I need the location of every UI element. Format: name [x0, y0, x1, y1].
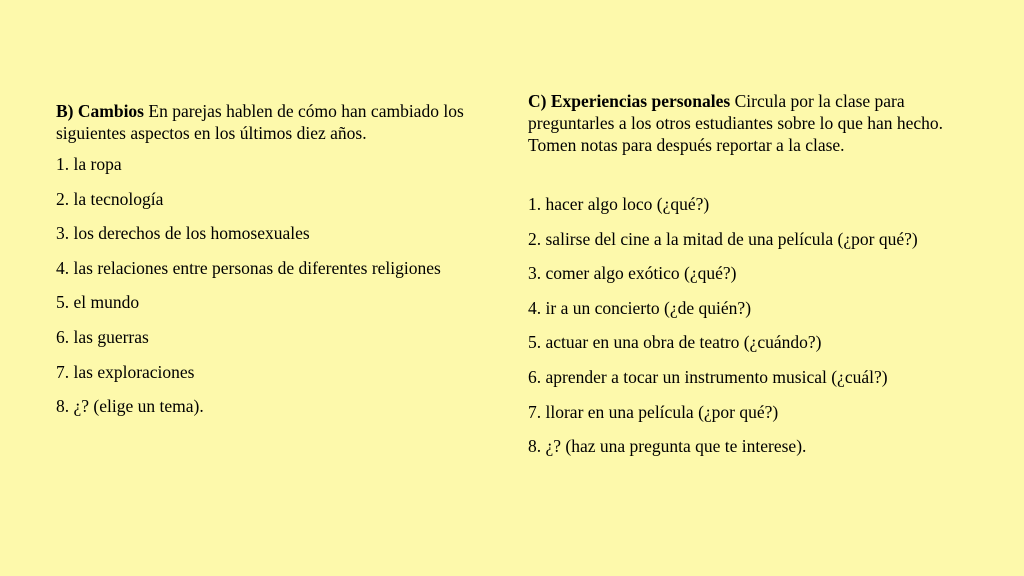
- section-c-experiencias: [528, 90, 988, 470]
- section-c-item: 5. actuar en una obra de teatro (¿cuándo?): [528, 332, 822, 353]
- section-c-item: 2. salirse del cine a la mitad de una película (¿por qué?): [528, 228, 918, 249]
- section-c-item: 7. llorar en una película (¿por qué?): [528, 401, 779, 422]
- section-c-item: 6. aprender a tocar un instrumento musical (¿cuál?): [528, 366, 888, 387]
- section-b-item: 3. los derechos de los homosexuales: [56, 223, 310, 244]
- section-b-intro: [56, 100, 496, 144]
- section-c-item: 1. hacer algo loco (¿qué?): [528, 194, 710, 214]
- section-c-item: 8. ¿? (haz una pregunta que te interese).: [528, 436, 807, 457]
- section-b-item: 2. la tecnología: [56, 188, 164, 209]
- section-c-instruction: Circula por la clase para preguntarles a los otros estudiantes sobre lo que han hecho. Tomen notas para después reportar a la clase.: [528, 91, 944, 155]
- section-b-heading: B) Cambios: [56, 101, 144, 121]
- section-b-item: 4. las relaciones entre personas de diferentes religiones: [56, 257, 441, 278]
- section-b-item: 6. las guerras: [56, 326, 149, 347]
- section-b-item: 5. el mundo: [56, 292, 140, 313]
- section-b-list: [56, 153, 496, 417]
- section-c-list: [528, 193, 988, 457]
- section-c-heading: C) Experiencias personales: [528, 91, 731, 111]
- section-b-item: 7. las exploraciones: [56, 361, 195, 382]
- section-c-item: 4. ir a un concierto (¿de quién?): [528, 297, 752, 318]
- section-c-intro: [528, 90, 988, 156]
- section-b-cambios: [56, 100, 496, 430]
- section-b-item: 1. la ropa: [56, 154, 122, 174]
- section-b-instruction: En parejas hablen de cómo han cambiado los siguientes aspectos en los últimos diez años.: [56, 101, 464, 143]
- section-b-item: 8. ¿? (elige un tema).: [56, 396, 204, 417]
- section-c-item: 3. comer algo exótico (¿qué?): [528, 263, 737, 284]
